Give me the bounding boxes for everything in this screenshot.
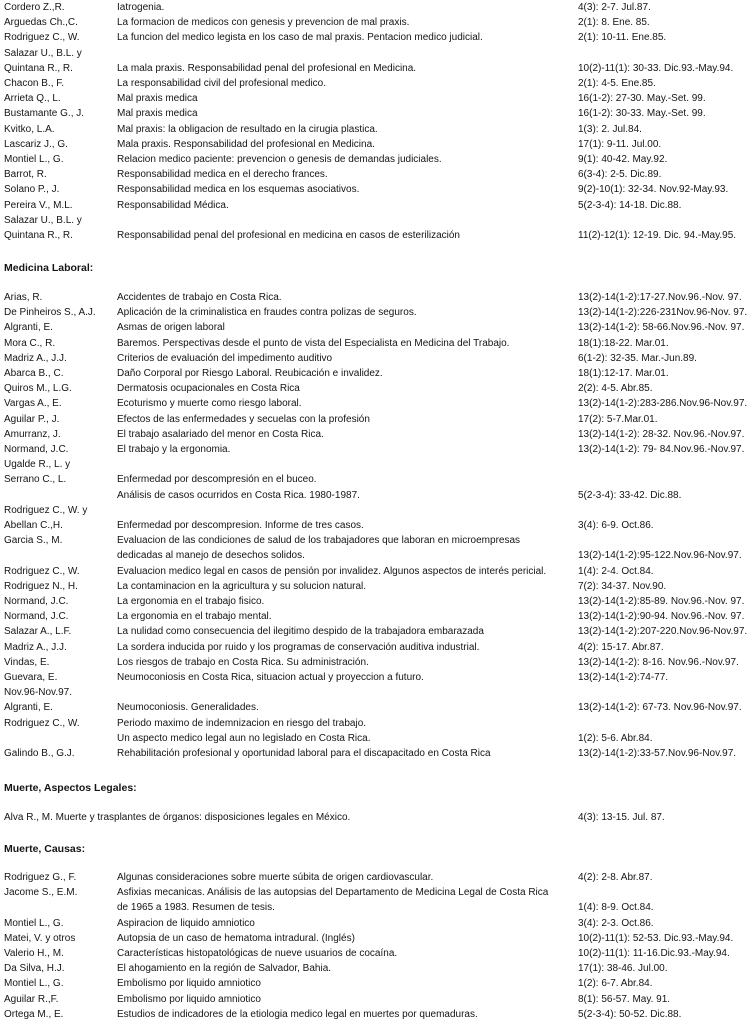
entry-author: Aguilar R.,F. <box>4 993 59 1005</box>
entry-title: La ergonomia en el trabajo mental. <box>117 611 272 623</box>
entry-title: de 1965 a 1983. Resumen de tesis. <box>117 902 275 914</box>
entry-reference: 10(2)-11(1): 30-33. Dic.93.-May.94. <box>578 62 734 74</box>
entry-author: Cordero Z.,R. <box>4 2 65 13</box>
entry-reference: 5(2-3-4): 50-52. Dic.88. <box>578 1008 682 1020</box>
entry-reference: 6(1-2): 32-35. Mar.-Jun.89. <box>578 352 697 364</box>
bibliography-entry <box>0 870 751 885</box>
bibliography-entry <box>0 1007 751 1022</box>
entry-title: Ecoturismo y muerte como riesgo laboral. <box>117 398 302 410</box>
bibliography-entry <box>0 731 751 746</box>
bibliography-entry <box>0 351 751 366</box>
entry-author: Chacon B., F. <box>4 78 65 89</box>
entry-title: Mal praxis medica <box>117 93 198 105</box>
bibliography-entry <box>0 564 751 579</box>
entry-title: Periodo maximo de indemnizacion en riesgo del trabajo. <box>117 717 367 729</box>
entry-author: Ortega M., E. <box>4 1008 64 1020</box>
bibliography-entry <box>0 213 751 228</box>
bibliography-entry <box>0 488 751 503</box>
bibliography-entry <box>0 992 751 1007</box>
entry-author: Lascariz J., G. <box>4 138 68 150</box>
entry-reference: 13(2)-14(1-2):226-231Nov.96-Nov. 97. <box>578 307 748 319</box>
entry-author: Serrano C., L. <box>4 474 67 486</box>
entry-title: Rehabilitación profesional y oportunidad laboral para el discapacitado en Costa Rica <box>117 748 491 759</box>
entry-author: Matei, V. y otros <box>4 932 76 944</box>
entry-author: Galindo B., G.J. <box>4 748 75 759</box>
entry-reference: 13(2)-14(1-2):85-89. Nov.96.-Nov. 97. <box>578 596 745 607</box>
bibliography-entry <box>0 381 751 396</box>
entry-title: El ahogamiento en la región de Salvador, Bahia. <box>117 963 332 975</box>
entry-reference: 1(4): 8-9. Oct.84. <box>578 902 654 914</box>
entry-title: El trabajo asalariado del menor en Costa Rica. <box>117 428 324 440</box>
entry-reference: 1(2): 5-6. Abr.84. <box>578 732 653 744</box>
entry-reference: 7(2): 34-37. Nov.90. <box>578 580 667 592</box>
bibliography-entry <box>0 472 751 487</box>
entry-title: La responsabilidad civil del profesional medico. <box>117 78 327 89</box>
entry-reference: 4(3): 13-15. Jul. 87. <box>578 812 665 823</box>
bibliography-entry <box>0 900 751 915</box>
entry-reference: 17(2): 5-7.Mar.01. <box>578 413 658 425</box>
entry-author: Rodriguez C., W. <box>4 717 80 729</box>
entry-reference: 18(1):18-22. Mar.01. <box>578 337 669 349</box>
entry-reference: 13(2)-14(1-2):74-77. <box>578 672 669 683</box>
entry-title: Asfixias mecanicas. Análisis de las autopsias del Departamento de Medicina Legal de Costa Rica <box>117 887 549 899</box>
entry-author: Mora C., R. <box>4 337 56 349</box>
entry-title: La nulidad como consecuencia del ilegitimo despido de la trabajadora embarazada <box>117 626 484 638</box>
entry-reference: 10(2)-11(1): 11-16.Dic.93.-May.94. <box>578 948 730 959</box>
entry-reference: 13(2)-14(1-2):33-57.Nov.96-Nov.97. <box>578 748 737 759</box>
entry-author: Algranti, E. <box>4 702 53 714</box>
bibliography-entry <box>0 320 751 335</box>
entry-reference: 3(4): 2-3. Oct.86. <box>578 917 654 929</box>
entry-title: Mal praxis: la obligacion de resultado en la cirugia plastica. <box>117 123 378 135</box>
entry-author: Normand, J.C. <box>4 611 69 623</box>
entry-author: Rodriguez G., F. <box>4 872 77 883</box>
entry-title: Dermatosis ocupacionales en Costa Rica <box>117 383 300 395</box>
bibliography-entry <box>0 810 751 825</box>
bibliography-entry <box>0 533 751 548</box>
entry-reference: 5(2-3-4): 33-42. Dic.88. <box>578 489 682 501</box>
section-heading: Medicina Laboral: <box>4 262 94 274</box>
bibliography-entry <box>0 305 751 320</box>
entry-author: Arguedas Ch.,C. <box>4 17 78 29</box>
entry-author: Nov.96-Nov.97. <box>4 687 72 699</box>
bibliography-entry <box>0 976 751 991</box>
entry-title: Los riesgos de trabajo en Costa Rica. Su administración. <box>117 656 369 668</box>
section-heading: Muerte, Aspectos Legales: <box>4 782 137 794</box>
entry-reference: 2(1): 10-11. Ene.85. <box>578 32 667 44</box>
bibliography-entry <box>0 457 751 472</box>
bibliography-entry <box>0 427 751 442</box>
entry-title: Embolismo por liquido amniotico <box>117 993 261 1005</box>
bibliography-entry <box>0 579 751 594</box>
entry-title: La funcion del medico legista en los caso de mal praxis. Pentacion medico judicial. <box>117 32 483 44</box>
entry-title: Daño Corporal por Riesgo Laboral. Reubicación e invalidez. <box>117 368 383 379</box>
entry-author: Guevara, E. <box>4 672 58 683</box>
entry-author: Ugalde R., L. y <box>4 459 71 471</box>
bibliography-entry <box>0 716 751 731</box>
bibliography-entry <box>0 396 751 411</box>
entry-author: Montiel L., G. <box>4 978 64 990</box>
entry-title: Características histopatológicas de nueve usuarios de cocaína. <box>117 948 398 959</box>
entry-reference: 17(1): 9-11. Jul.00. <box>578 138 662 150</box>
entry-reference: 13(2)-14(1-2): 67-73. Nov.96-Nov.97. <box>578 702 742 714</box>
bibliography-entry <box>0 885 751 900</box>
entry-reference: 4(2): 15-17. Abr.87. <box>578 641 664 653</box>
entry-author: Amurranz, J. <box>4 428 61 440</box>
entry-reference: 17(1): 38-46. Jul.00. <box>578 963 668 975</box>
entry-reference: 13(2)-14(1-2): 8-16. Nov.96.-Nov.97. <box>578 656 739 668</box>
entry-title: La ergonomia en el trabajo fisico. <box>117 596 265 607</box>
entry-author: Rodriguez N., H. <box>4 580 78 592</box>
entry-title: La contaminacion en la agricultura y su solucion natural. <box>117 580 367 592</box>
entry-reference: 2(1): 8. Ene. 85. <box>578 17 650 29</box>
bibliography-entry <box>0 961 751 976</box>
entry-title: Análisis de casos ocurridos en Costa Rica. 1980-1987. <box>117 489 360 501</box>
entry-reference: 13(2)-14(1-2):207-220.Nov.96-Nov.97. <box>578 626 748 638</box>
entry-citation: Alva R., M. Muerte y trasplantes de órganos: disposiciones legales en México. <box>4 812 351 823</box>
entry-reference: 10(2)-11(1): 52-53. Dic.93.-May.94. <box>578 932 734 944</box>
entry-author: Normand, J.C. <box>4 596 69 607</box>
entry-author: De Pinheiros S., A.J. <box>4 307 96 319</box>
entry-author: Arrieta Q., L. <box>4 93 61 105</box>
entry-reference: 18(1):12-17. Mar.01. <box>578 368 669 379</box>
entry-title: Enfermedad por descompresión en el buceo. <box>117 474 317 486</box>
entry-title: Iatrogenia. <box>117 2 165 13</box>
entry-reference: 9(1): 40-42. May.92. <box>578 154 668 165</box>
entry-author: Bustamante G., J. <box>4 108 85 120</box>
entry-title: Autopsia de un caso de hematoma intradural. (Inglés) <box>117 932 355 944</box>
entry-author: Kvitko, L.A. <box>4 123 55 135</box>
bibliography-entry <box>0 228 751 243</box>
entry-reference: 13(2)-14(1-2):17-27.Nov.96.-Nov. 97. <box>578 292 742 303</box>
bibliography-entry <box>0 122 751 137</box>
entry-author: Solano P., J. <box>4 184 60 196</box>
bibliography-entry <box>0 336 751 351</box>
entry-reference: 1(4): 2-4. Oct.84. <box>578 565 654 577</box>
entry-reference: 13(2)-14(1-2):283-286.Nov.96-Nov.97. <box>578 398 748 410</box>
bibliography-entry <box>0 931 751 946</box>
entry-title: Un aspecto medico legal aun no legislado en Costa Rica. <box>117 732 371 744</box>
bibliography-entry <box>0 290 751 305</box>
entry-title: Enfermedad por descompresion. Informe de tres casos. <box>117 520 364 531</box>
bibliography-entry <box>0 746 751 761</box>
bibliography-entry <box>0 548 751 563</box>
bibliography-entry <box>0 76 751 91</box>
entry-reference: 1(2): 6-7. Abr.84. <box>578 978 653 990</box>
entry-title: Evaluacion de las condiciones de salud de los trabajadores que laboran en microempresas <box>117 535 521 547</box>
bibliography-entry <box>0 442 751 457</box>
bibliography-entry <box>0 91 751 106</box>
bibliography-entry <box>0 916 751 931</box>
entry-author: Normand, J.C. <box>4 444 69 455</box>
entry-author: Barrot, R. <box>4 169 47 181</box>
bibliography-entry <box>0 609 751 624</box>
entry-title: Aplicación de la criminalistica en fraudes contra polizas de seguros. <box>117 307 417 319</box>
entry-reference: 13(2)-14(1-2): 58-66.Nov.96.-Nov. 97. <box>578 322 745 334</box>
entry-author: Montiel L., G. <box>4 917 64 929</box>
entry-reference: 3(4): 6-9. Oct.86. <box>578 520 654 531</box>
bibliography-entry <box>0 685 751 700</box>
entry-title: Embolismo por liquido amniotico <box>117 978 261 990</box>
bibliography-entry <box>0 700 751 715</box>
bibliography-entry <box>0 670 751 685</box>
bibliography-entry <box>0 655 751 670</box>
entry-title: Neumoconiosis en Costa Rica, situacion actual y proyeccion a futuro. <box>117 672 424 683</box>
bibliography-entry <box>0 167 751 182</box>
entry-author: Vindas, E. <box>4 656 50 668</box>
bibliography-entry <box>0 640 751 655</box>
entry-reference: 2(2): 4-5. Abr.85. <box>578 383 653 395</box>
entry-title: La mala praxis. Responsabilidad penal del profesional en Medicina. <box>117 62 417 74</box>
entry-author: Salazar U., B.L. y <box>4 214 82 226</box>
bibliography-entry <box>0 15 751 30</box>
entry-reference: 2(1): 4-5. Ene.85. <box>578 78 656 89</box>
entry-author: Quintana R., R. <box>4 62 73 74</box>
entry-reference: 8(1): 56-57. May. 91. <box>578 993 671 1005</box>
section-heading: Muerte, Causas: <box>4 843 86 855</box>
entry-author: Abarca B., C. <box>4 368 64 379</box>
entry-title: Asmas de origen laboral <box>117 322 225 334</box>
entry-author: Da Silva, H.J. <box>4 963 65 975</box>
bibliography-entry <box>0 46 751 61</box>
entry-author: Arias, R. <box>4 292 43 303</box>
entry-reference: 13(2)-14(1-2):95-122.Nov.96-Nov.97. <box>578 550 742 562</box>
entry-author: Vargas A., E. <box>4 398 62 410</box>
bibliography-entry <box>0 594 751 609</box>
bibliography-entry <box>0 412 751 427</box>
entry-title: dedicadas al manejo de desechos solidos. <box>117 550 305 562</box>
entry-author: Madriz A., J.J. <box>4 641 67 653</box>
entry-reference: 1(3): 2. Jul.84. <box>578 123 642 135</box>
entry-reference: 4(3): 2-7. Jul.87. <box>578 2 651 13</box>
entry-author: Montiel L., G. <box>4 154 64 165</box>
entry-author: Pereira V., M.L. <box>4 199 73 211</box>
entry-author: Rodriguez C., W. <box>4 565 80 577</box>
entry-reference: 11(2)-12(1): 12-19. Dic. 94.-May.95. <box>578 230 737 241</box>
entry-reference: 13(2)-14(1-2): 28-32. Nov.96.-Nov.97. <box>578 428 745 440</box>
entry-reference: 16(1-2): 27-30. May.-Set. 99. <box>578 93 706 105</box>
bibliography-entry <box>0 366 751 381</box>
entry-reference: 16(1-2): 30-33. May.-Set. 99. <box>578 108 706 120</box>
bibliography-entry <box>0 152 751 167</box>
entry-title: Accidentes de trabajo en Costa Rica. <box>117 292 282 303</box>
bibliography-entry <box>0 137 751 152</box>
entry-title: Evaluacion medico legal en casos de pensión por invalidez. Algunos aspectos de interés pericial. <box>117 565 547 577</box>
entry-reference: 5(2-3-4): 14-18. Dic.88. <box>578 199 682 211</box>
bibliography-entry <box>0 946 751 961</box>
entry-title: Estudios de indicadores de la etiologia medico legal en muertes por quemaduras. <box>117 1008 478 1020</box>
entry-reference: 9(2)-10(1): 32-34. Nov.92-May.93. <box>578 184 729 196</box>
entry-title: Criterios de evaluación del impedimento auditivo <box>117 352 333 364</box>
entry-title: Aspiracion de liquido amniotico <box>117 917 255 929</box>
entry-author: Algranti, E. <box>4 322 53 334</box>
bibliography-entry <box>0 503 751 518</box>
entry-title: La formacion de medicos con genesis y prevencion de mal praxis. <box>117 17 410 29</box>
bibliography-entry <box>0 182 751 197</box>
entry-title: Mal praxis medica <box>117 108 198 120</box>
entry-author: Quiros M., L.G. <box>4 383 72 395</box>
entry-title: Algunas consideraciones sobre muerte súbita de origen cardiovascular. <box>117 872 434 883</box>
entry-title: Responsabilidad Médica. <box>117 199 229 211</box>
entry-title: Mala praxis. Responsabilidad del profesional en Medicina. <box>117 138 375 150</box>
entry-title: Efectos de las enfermedades y secuelas con la profesión <box>117 413 370 425</box>
entry-reference: 13(2)-14(1-2): 79- 84.Nov.96.-Nov.97. <box>578 444 745 455</box>
entry-title: Responsabilidad medica en el derecho frances. <box>117 169 328 181</box>
entry-author: Aguilar P., J. <box>4 413 60 425</box>
entry-reference: 13(2)-14(1-2):90-94. Nov.96.-Nov. 97. <box>578 611 745 623</box>
bibliography-entry <box>0 106 751 121</box>
entry-title: La sordera inducida por ruido y los programas de conservación auditiva industrial. <box>117 641 480 653</box>
entry-author: Salazar U., B.L. y <box>4 47 82 59</box>
entry-title: Relacion medico paciente: prevencion o genesis de demandas judiciales. <box>117 154 442 165</box>
entry-reference: 6(3-4): 2-5. Dic.89. <box>578 169 662 181</box>
entry-title: El trabajo y la ergonomia. <box>117 444 231 455</box>
bibliography-entry <box>0 30 751 45</box>
bibliography-entry <box>0 0 751 15</box>
entry-author: Quintana R., R. <box>4 230 73 241</box>
entry-title: Responsabilidad penal del profesional en medicina en casos de esterilización <box>117 230 460 241</box>
bibliography-entry <box>0 624 751 639</box>
entry-author: Garcia S., M. <box>4 535 63 547</box>
entry-author: Salazar A., L.F. <box>4 626 72 638</box>
entry-author: Abellan C.,H. <box>4 520 63 531</box>
entry-title: Responsabilidad medica en los esquemas asociativos. <box>117 184 360 196</box>
entry-author: Rodriguez C., W. <box>4 32 80 44</box>
bibliography-entry <box>0 518 751 533</box>
entry-reference: 4(2): 2-8. Abr.87. <box>578 872 653 883</box>
entry-author: Jacome S., E.M. <box>4 887 78 899</box>
entry-author: Valerio H., M. <box>4 948 64 959</box>
bibliography-entry <box>0 61 751 76</box>
entry-title: Neumoconiosis. Generalidades. <box>117 702 259 714</box>
bibliography-entry <box>0 198 751 213</box>
entry-author: Rodriguez C., W. y <box>4 504 88 516</box>
entry-author: Madriz A., J.J. <box>4 352 67 364</box>
entry-title: Baremos. Perspectivas desde el punto de vista del Especialista en Medicina del Trabajo. <box>117 337 510 349</box>
